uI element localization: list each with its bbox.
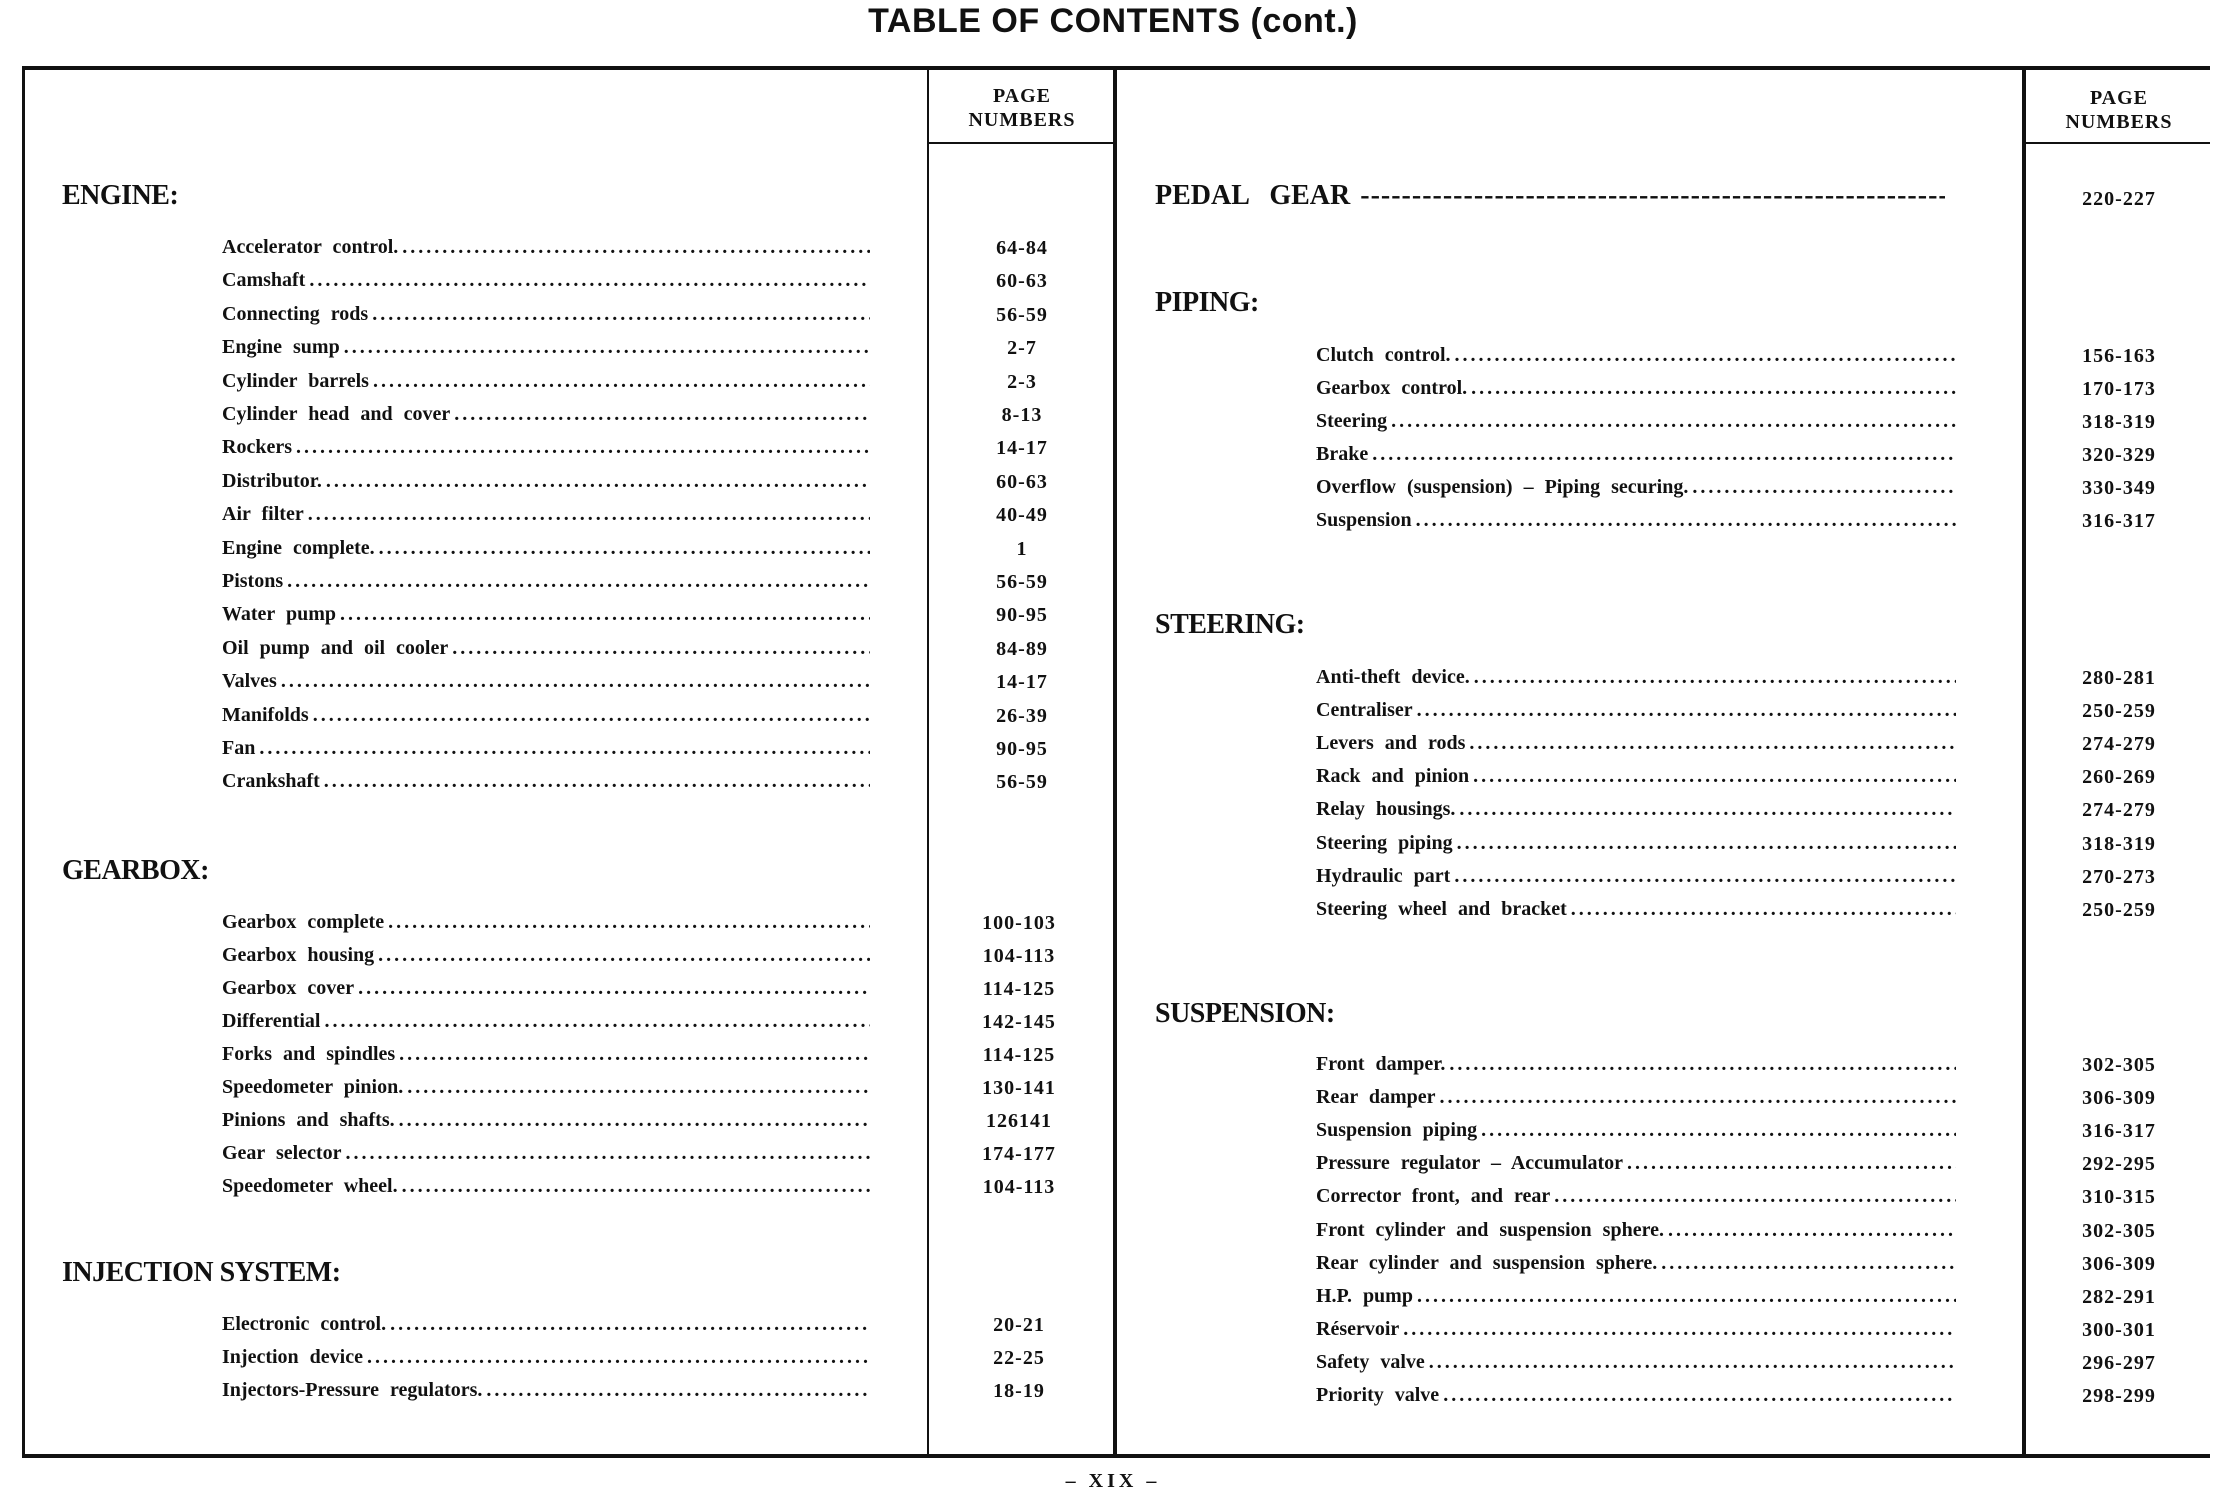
entry-page-numbers: 18-19 [993,1380,1045,1402]
page-header-line-2: NUMBERS [2065,111,2173,133]
entry-page-numbers: 2-7 [1007,337,1037,360]
entry-page-numbers: 90-95 [996,738,1048,760]
entry-label: Brake [1316,443,1369,465]
dot-leader [358,977,870,1000]
entry-page-numbers: 14-17 [996,437,1048,460]
page-header-line-1: PAGE [992,85,1052,107]
toc-entry [1316,410,1956,440]
dot-leader [1417,1285,1956,1308]
entry-page-numbers: 260-269 [2082,766,2156,789]
entry-label: Rear cylinder and suspension sphere. [1316,1251,1658,1274]
dot-leader [1391,410,1956,433]
entry-label: Valves [222,670,277,693]
entry-label: Anti-theft device. [1316,666,1470,688]
entry-page-numbers: 296-297 [2082,1351,2156,1374]
toc-entry [1316,898,1956,928]
dot-leader [1457,832,1956,855]
entry-page-numbers: 250-259 [2082,700,2156,723]
toc-entry [1316,765,1956,795]
left-pages-header-underline [929,142,1113,144]
entry-label: Corrector front, and rear [1316,1185,1551,1208]
entry-page-numbers: 56-59 [996,771,1048,794]
entry-page-numbers: 300-301 [2082,1318,2156,1341]
toc-entry [1316,1053,1956,1083]
entry-label: Water pump [222,603,336,626]
entry-label: Cylinder head and cover [222,403,451,425]
page-title: TABLE OF CONTENTS (cont.) [868,2,1358,40]
entry-label: Gearbox cover [222,977,355,999]
toc-entry [1316,1219,1956,1249]
dot-leader [309,269,870,292]
section-heading-gearbox: GEARBOX: [62,855,209,886]
entry-label: Pressure regulator – Accumulator [1316,1152,1624,1175]
dot-leader [1661,1252,1956,1275]
entry-label: Oil pump and oil cooler [222,636,449,659]
toc-entry [1316,865,1956,895]
entry-label: Hydraulic part [1316,864,1451,887]
dot-leader [287,570,870,593]
toc-entry [222,436,870,466]
entry-label: Distributor. [222,469,322,492]
entry-page-numbers: 270-273 [2082,865,2156,888]
dot-leader [1571,898,1956,921]
toc-entry [222,1076,870,1106]
dot-leader [340,603,870,626]
entry-label: Electronic control. [222,1313,387,1335]
entry-label: Pinions and shafts. [222,1109,395,1131]
toc-entry [222,670,870,700]
entry-label: Steering [1316,410,1388,432]
dot-leader [486,1379,870,1402]
entry-page-numbers: 292-295 [2082,1153,2156,1176]
toc-entry [222,704,870,734]
toc-entry [222,1142,870,1172]
dot-leader [326,470,870,493]
entry-page-numbers: 318-319 [2082,411,2156,433]
toc-entry [1316,1384,1956,1414]
entry-label: Connecting rods [222,302,369,325]
toc-entry [222,1379,870,1409]
entry-label: Steering wheel and bracket [1316,897,1567,920]
dot-leader [1473,765,1956,788]
toc-entry [222,503,870,533]
dot-leader [313,704,870,727]
pedal-gear-entry [1155,180,1945,212]
entry-page-numbers: 282-291 [2082,1285,2156,1308]
toc-entry [1316,476,1956,506]
toc-entry [1316,377,1956,407]
toc-entry [222,1313,870,1343]
entry-label: Centraliser [1316,699,1413,722]
entry-label: Levers and rods [1316,732,1466,755]
section-heading-piping: PIPING: [1155,287,1259,318]
pedal-gear-pages: 220-227 [2082,188,2156,210]
dot-leader [1417,699,1956,722]
toc-entry [1316,732,1956,762]
entry-label: Cylinder barrels [222,369,369,392]
dot-leader [344,336,870,359]
entry-page-numbers: 1 [1016,537,1028,560]
entry-label: Rack and pinion [1316,765,1470,788]
entry-page-numbers: 310-315 [2082,1186,2156,1209]
right-page-numbers-header [2026,86,2212,134]
dot-leader [281,670,870,693]
pedal-gear-label: PEDAL GEAR [1155,180,1351,211]
entry-page-numbers: 2-3 [1007,370,1037,393]
dot-leader [388,911,870,934]
entry-page-numbers: 306-309 [2082,1252,2156,1275]
section-heading-steering: STEERING: [1155,609,1305,640]
toc-entry [222,1109,870,1139]
toc-entry [1316,344,1956,374]
entry-page-numbers: 56-59 [996,303,1048,326]
toc-entry [222,911,870,941]
dot-leader [1416,509,1956,532]
dot-leader [1455,344,1956,367]
entry-page-numbers: 84-89 [996,637,1048,660]
toc-entry [222,944,870,974]
dot-leader [1474,666,1956,689]
dot-leader [390,1313,870,1336]
page-header-line-2: NUMBERS [968,109,1076,131]
toc-entry [222,603,870,633]
right-pages-column-left-rule [2022,66,2026,1458]
dot-leader [324,770,870,793]
dot-leader [379,537,870,560]
entry-label: Priority valve [1316,1384,1440,1406]
toc-entry [1316,443,1956,473]
entry-page-numbers: 104-113 [982,945,1056,967]
entry-label: Front damper. [1316,1053,1446,1075]
section-heading-suspension: SUSPENSION: [1155,998,1335,1029]
dot-leader [407,1076,870,1099]
entry-page-numbers: 142-145 [982,1011,1056,1033]
entry-label: Gear selector [222,1142,342,1164]
toc-entry [222,1043,870,1073]
entry-page-numbers: 90-95 [996,604,1048,627]
toc-entry [222,403,870,433]
toc-entry [222,1010,870,1040]
entry-page-numbers: 130-141 [982,1077,1056,1099]
toc-entry [222,977,870,1007]
entry-page-numbers: 302-305 [2082,1219,2156,1242]
dot-leader [1454,865,1956,888]
dot-leader [308,503,870,526]
dot-leader [1449,1053,1956,1076]
entry-label: Crankshaft [222,770,320,793]
dot-leader [1443,1384,1956,1407]
entry-page-numbers: 274-279 [2082,733,2156,756]
entry-page-numbers: 114-125 [982,1044,1056,1066]
dash-leader [1360,180,1945,212]
dot-leader [1471,377,1956,400]
dot-leader [372,303,870,326]
right-pages-header-underline [2026,142,2210,144]
dot-leader [399,1043,870,1066]
entry-label: Suspension [1316,509,1412,531]
dot-leader [1372,443,1956,466]
entry-page-numbers: 316-317 [2082,1120,2156,1143]
dot-leader [399,1109,870,1132]
entry-page-numbers: 318-319 [2082,832,2156,855]
entry-page-numbers: 20-21 [993,1314,1045,1336]
entry-page-numbers: 302-305 [2082,1054,2156,1076]
dot-leader [259,737,870,760]
entry-page-numbers: 250-259 [2082,898,2156,921]
entry-page-numbers: 22-25 [993,1347,1045,1369]
toc-entry [222,1346,870,1376]
dot-leader [452,637,870,660]
toc-entry [1316,1086,1956,1116]
toc-entry [1316,1318,1956,1348]
toc-entry [222,269,870,299]
entry-page-numbers: 330-349 [2082,477,2156,499]
entry-label: Réservoir [1316,1317,1400,1340]
dot-leader [402,236,870,259]
dot-leader [454,403,870,426]
dot-leader [1481,1119,1956,1142]
toc-entry [222,303,870,333]
entry-page-numbers: 56-59 [996,571,1048,593]
entry-label: Forks and spindles [222,1043,396,1065]
entry-label: Steering piping [1316,831,1453,854]
entry-page-numbers: 170-173 [2082,378,2156,400]
toc-entry [1316,1351,1956,1381]
entry-label: Manifolds [222,703,309,726]
entry-label: Air filter [222,503,304,526]
entry-label: Front cylinder and suspension sphere. [1316,1218,1664,1241]
left-page-numbers-header [929,84,1115,132]
entry-page-numbers: 280-281 [2082,667,2156,689]
toc-entry [222,737,870,767]
dot-leader [1403,1318,1956,1341]
entry-page-numbers: 316-317 [2082,510,2156,532]
entry-label: Rockers [222,436,292,459]
toc-entry [222,470,870,500]
entry-page-numbers: 306-309 [2082,1087,2156,1110]
entry-label: Pistons [222,570,284,592]
dot-leader [1469,732,1956,755]
dot-leader [1668,1219,1956,1242]
toc-entry [1316,1185,1956,1215]
dot-leader [402,1175,870,1198]
page-header-line-1: PAGE [2089,87,2149,109]
entry-label: Suspension piping [1316,1119,1478,1142]
dot-leader [345,1142,870,1165]
entry-label: Accelerator control. [222,236,399,258]
toc-entry [222,236,870,266]
entry-label: Gearbox complete [222,911,385,933]
dot-leader [1429,1351,1956,1374]
toc-entry [222,770,870,800]
entry-label: Overflow (suspension) – Piping securing. [1316,476,1689,498]
toc-entry [222,637,870,667]
entry-page-numbers: 14-17 [996,671,1048,694]
toc-entry [1316,798,1956,828]
entry-page-numbers: 8-13 [1001,404,1043,426]
entry-label: Injection device [222,1346,363,1368]
dot-leader [1692,476,1956,499]
entry-page-numbers: 156-163 [2082,345,2156,367]
dot-leader [378,944,870,967]
entry-label: Speedometer wheel. [222,1175,398,1197]
entry-label: Engine complete. [222,536,375,559]
dot-leader [296,436,870,459]
section-heading-engine: ENGINE: [62,180,179,211]
entry-label: Speedometer pinion. [222,1076,404,1098]
entry-label: Engine sump [222,336,340,359]
toc-entry [222,1175,870,1205]
dot-leader [1554,1185,1956,1208]
entry-label: Differential [222,1010,321,1032]
entry-page-numbers: 274-279 [2082,799,2156,822]
entry-page-numbers: 114-125 [982,978,1056,1000]
dot-leader [367,1346,870,1369]
toc-entry [1316,699,1956,729]
entry-label: Rear damper [1316,1086,1436,1109]
dot-leader [1459,798,1956,821]
entry-page-numbers: 320-329 [2082,444,2156,466]
dot-leader [325,1010,871,1033]
toc-entry [1316,1252,1956,1282]
entry-page-numbers: 40-49 [996,504,1048,527]
entry-page-numbers: 298-299 [2082,1385,2156,1407]
entry-page-numbers: 26-39 [996,704,1048,727]
entry-label: Safety valve [1316,1350,1425,1373]
entry-label: Injectors-Pressure regulators. [222,1379,483,1401]
toc-entry [222,537,870,567]
toc-entry [1316,509,1956,539]
entry-page-numbers: 60-63 [996,470,1048,493]
section-heading-injection-system: INJECTION SYSTEM: [62,1257,341,1288]
entry-page-numbers: 104-113 [982,1176,1056,1198]
entry-page-numbers: 100-103 [982,912,1056,934]
entry-page-numbers: 126141 [986,1110,1052,1132]
toc-entry [222,336,870,366]
toc-entry [222,570,870,600]
dot-leader [373,370,870,393]
toc-entry [1316,832,1956,862]
entry-page-numbers: 174-177 [982,1143,1056,1165]
dot-leader [1627,1152,1956,1175]
entry-label: Fan [222,737,256,759]
page-footer: – XIX – [1065,1470,1161,1492]
toc-entry [1316,1152,1956,1182]
entry-label: H.P. pump [1316,1284,1413,1307]
entry-page-numbers: 60-63 [996,270,1048,293]
entry-page-numbers: 64-84 [996,237,1048,259]
toc-entry [1316,1119,1956,1149]
dot-leader [1440,1086,1957,1109]
entry-label: Relay housings. [1316,798,1456,821]
entry-label: Clutch control. [1316,344,1451,366]
entry-label: Gearbox control. [1316,377,1468,399]
entry-label: Gearbox housing [222,944,375,966]
toc-entry [222,370,870,400]
toc-entry [1316,666,1956,696]
toc-entry [1316,1285,1956,1315]
entry-label: Camshaft [222,269,306,292]
